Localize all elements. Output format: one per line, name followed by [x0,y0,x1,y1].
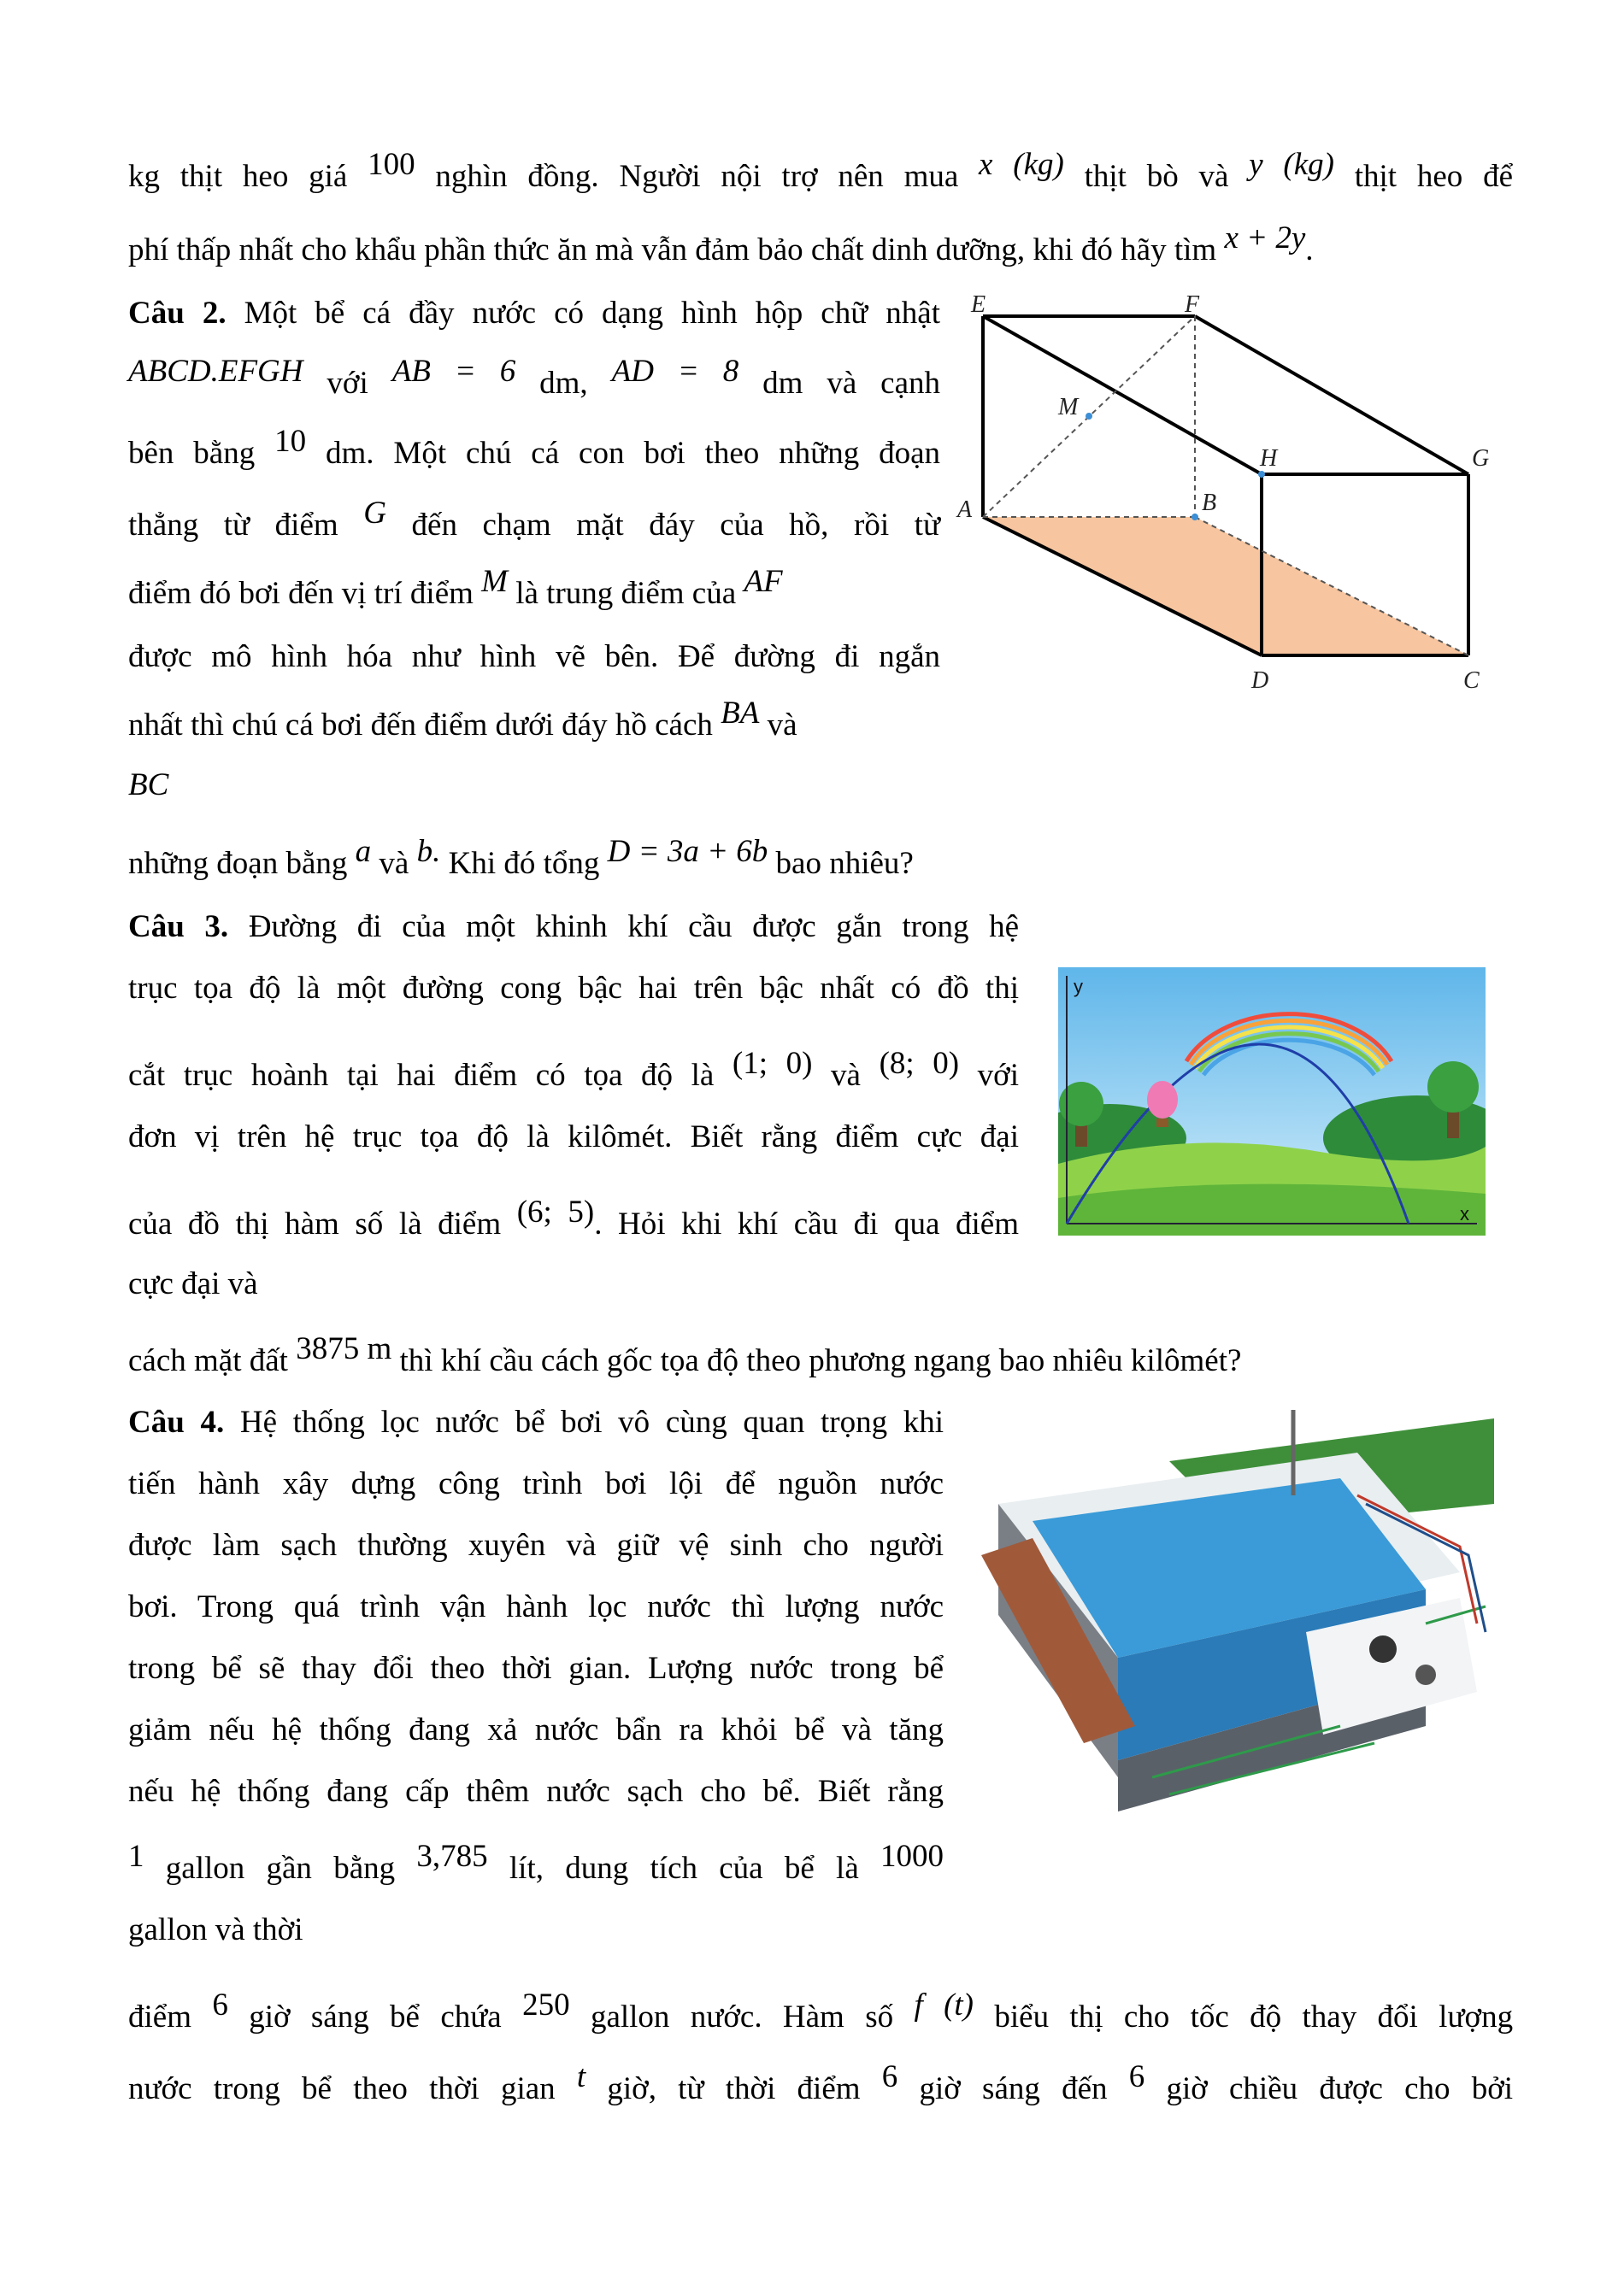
text-line: bên bằng 10 dm. Một chú cá con bơi theo những đoạn [128,424,941,471]
vertex-label: B [1202,490,1217,516]
text-line: giảm nếu hệ thống đang xả nước bẩn ra khỏi bể và tăng [128,1712,944,1747]
vertex-label: E [971,291,986,318]
vertex-label: C [1463,667,1480,694]
axis-label: y [1074,976,1083,997]
question-label: Câu 3. [128,909,229,944]
vertex-label: F [1185,291,1200,318]
math-expr: (8; 0) [879,1046,960,1081]
text-line: ABCD.EFGH với AB = 6 dm, AD = 8 dm và cạnh [128,354,941,401]
text-line: Câu 3. Đường đi của một khinh khí cầu được gắn trong hệ [128,909,1020,944]
text-line: cách mặt đất 3875 m thì khí cầu cách gốc tọa độ theo phương ngang bao nhiêu kilômét? [128,1331,1242,1378]
math-expr: M [481,564,508,599]
math-expr: (1; 0) [732,1046,813,1081]
math-expr: G [363,496,386,531]
math-expr: 6 [212,1988,228,2023]
text-line: 1 gallon gần bằng 3,785 lít, dung tích của bể là 1000 [128,1839,944,1886]
math-expr: ABCD.EFGH [128,354,303,389]
axis-label: x [1460,1203,1469,1224]
math-expr: 3875 m [296,1331,392,1366]
math-expr: AB = 6 [391,354,516,389]
vertex-label: A [957,496,973,523]
text-line: Câu 2. Một bể cá đầy nước có dạng hình hộp chữ nhật [128,296,941,331]
math-expr: 1 [128,1839,144,1874]
text-line: nhất thì chú cá bơi đến điểm dưới đáy hồ cách BA và [128,696,797,743]
text-line: trục tọa độ là một đường cong bậc hai trên bậc nhất có đồ thị [128,971,1019,1006]
text-line: điểm đó bơi đến vị trí điểm M là trung điểm của AF [128,564,783,611]
math-expr: t [576,2059,586,2094]
text-line: phí thấp nhất cho khẩu phần thức ăn mà vẫn đảm bảo chất dinh dưỡng, khi đó hãy tìm x + 2y. [128,220,1314,267]
question-label: Câu 4. [128,1405,225,1440]
math-expr: x (kg) [979,147,1064,182]
text-line: kg thịt heo giá 100 nghìn đồng. Người nội trợ nên mua x (kg) thịt bò và y (kg) thịt heo để [128,147,1513,194]
math-expr: 100 [368,147,415,182]
text-line: cắt trục hoành tại hai điểm có tọa độ là (1; 0) và (8; 0) với [128,1046,1020,1093]
math-expr: 3,785 [416,1839,488,1874]
vertex-label: D [1251,667,1269,694]
question-label: Câu 2. [128,296,227,331]
math-expr: f (t) [914,1988,974,2023]
text-line: trong bể sẽ thay đổi theo thời gian. Lượng nước trong bể [128,1651,944,1686]
math-expr: 6 [1128,2059,1145,2094]
vertex-label: H [1260,445,1278,472]
box-figure [947,286,1503,696]
vertex-label: M [1058,394,1079,420]
text-line: bơi. Trong quá trình vận hành lọc nước thì lượng nước [128,1589,944,1624]
balloon-illustration [1058,967,1486,1236]
math-expr: 6 [881,2059,898,2094]
text-line: thẳng từ điểm G đến chạm mặt đáy của hồ, rồi từ [128,496,941,543]
math-expr: 250 [522,1988,570,2023]
bottom-face [983,517,1468,655]
text-line: Câu 4. Hệ thống lọc nước bể bơi vô cùng quan trọng khi [128,1405,944,1440]
text-line: điểm 6 giờ sáng bể chứa 250 gallon nước. Hàm số f (t) biểu thị cho tốc độ thay đổi lượng [128,1988,1514,2035]
math-expr: AD = 8 [611,354,739,389]
text-line: những đoạn bằng a và b. Khi đó tổng D = 3a + 6b bao nhiêu? [128,834,914,881]
text-line: cực đại và [128,1266,258,1301]
text-line: của đồ thị hàm số là điểm (6; 5). Hỏi khi khí cầu đi qua điểm [128,1195,1019,1242]
math-expr: D = 3a + 6b [607,834,768,869]
vertex-label: G [1472,445,1490,472]
math-expr: AF [744,564,783,599]
math-expr: 1000 [880,1839,944,1874]
math-expr: BC [128,767,169,802]
pool-illustration [981,1401,1494,1876]
text-line [128,769,168,801]
math-expr: BA [721,696,760,731]
text-line: nếu hệ thống đang cấp thêm nước sạch cho bể. Biết rằng [128,1774,944,1809]
math-expr: y (kg) [1249,147,1334,182]
math-expr: 10 [274,424,307,459]
text-line: gallon và thời [128,1912,303,1947]
text-line: tiến hành xây dựng công trình bơi lội để nguồn nước [128,1466,944,1501]
math-expr: a [355,834,372,869]
text-line: được mô hình hóa như hình vẽ bên. Để đường đi ngắn [128,639,940,674]
math-expr: b. [416,834,441,869]
math-expr: (6; 5) [516,1195,595,1230]
text-line: đơn vị trên hệ trục tọa độ là kilômét. Biết rằng điểm cực đại [128,1119,1019,1154]
math-expr: x + 2y [1224,220,1306,255]
text-line: nước trong bể theo thời gian t giờ, từ thời điểm 6 giờ sáng đến 6 giờ chiều được cho bởi [128,2059,1514,2106]
text-line: được làm sạch thường xuyên và giữ vệ sinh cho người [128,1528,944,1563]
